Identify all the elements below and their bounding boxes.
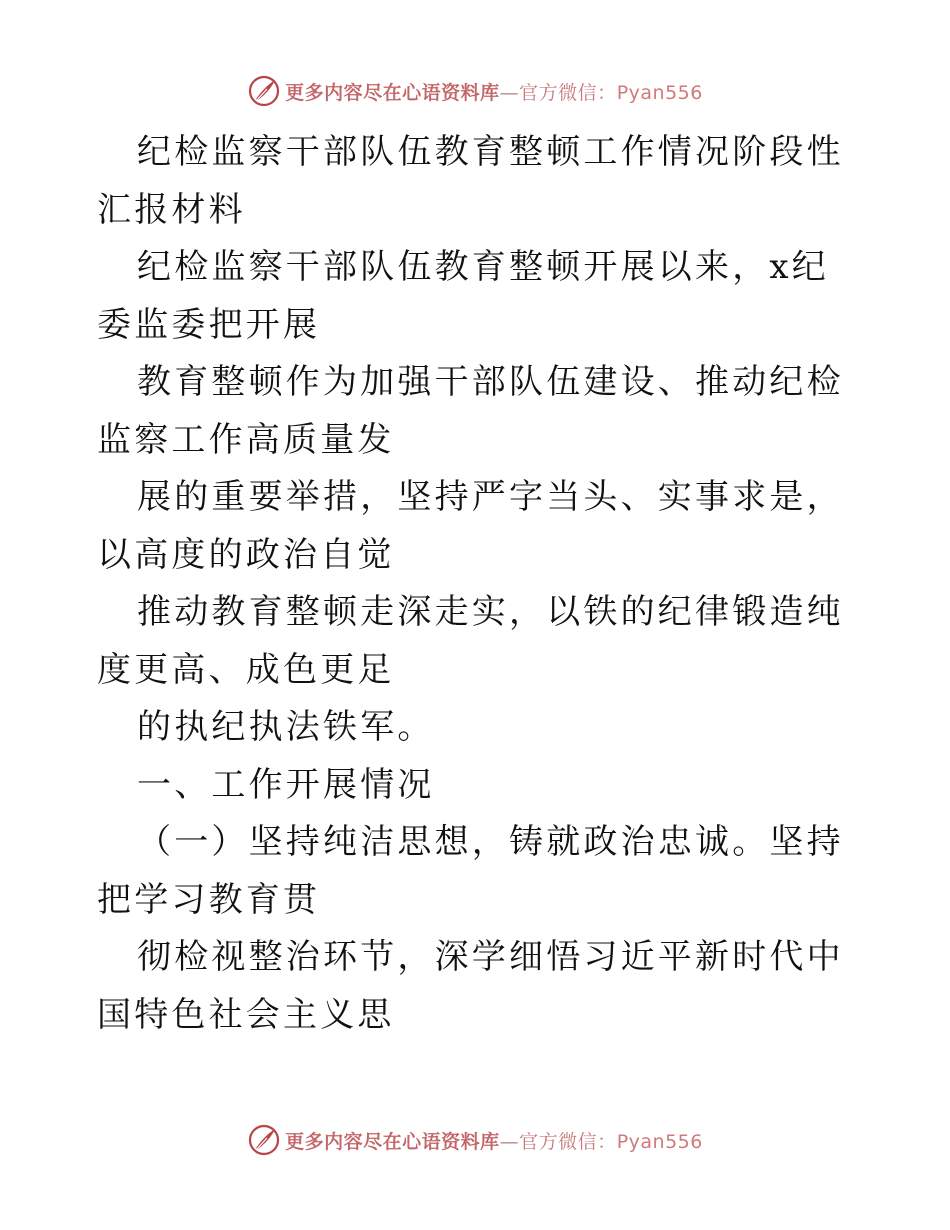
- paragraph: 教育整顿作为加强干部队伍建设、推动纪检监察工作高质量发: [97, 362, 844, 460]
- watermark-separator: —: [499, 1130, 520, 1153]
- watermark-wechat-id: Pyan556: [616, 1130, 703, 1153]
- watermark-text: [285, 1127, 703, 1154]
- watermark-wechat-label: 官方微信：: [519, 1130, 617, 1153]
- section-heading: 一、工作开展情况: [137, 764, 435, 805]
- paragraph: 推动教育整顿走深走实，以铁的纪律锻造纯度更高、成色更足: [97, 592, 844, 690]
- paragraph: 彻检视整治环节，深学细悟习近平新时代中国特色社会主义思: [97, 937, 844, 1035]
- quill-pen-logo-icon: [247, 74, 281, 108]
- watermark-separator: —: [499, 81, 520, 104]
- watermark-brand: 更多内容尽在心语资料库: [285, 1130, 500, 1153]
- header-watermark: [0, 71, 950, 111]
- paragraph: 展的重要举措，坚持严字当头、实事求是，以高度的政治自觉: [97, 477, 844, 575]
- paragraph: 纪检监察干部队伍教育整顿开展以来，x纪委监委把开展: [97, 247, 829, 345]
- quill-pen-logo-icon: [247, 1123, 281, 1157]
- watermark-wechat-id: Pyan556: [616, 81, 703, 104]
- document-title: 纪检监察干部队伍教育整顿工作情况阶段性汇报材料: [97, 132, 844, 230]
- footer-watermark: [0, 1120, 950, 1160]
- paragraph: （一）坚持纯洁思想，铸就政治忠诚。坚持把学习教育贯: [97, 822, 844, 920]
- watermark-wechat-label: 官方微信：: [519, 81, 617, 104]
- watermark-text: [285, 78, 703, 105]
- paragraph: 的执纪执法铁军。: [137, 707, 435, 747]
- watermark-brand: 更多内容尽在心语资料库: [285, 81, 500, 104]
- document-body: [97, 124, 857, 1044]
